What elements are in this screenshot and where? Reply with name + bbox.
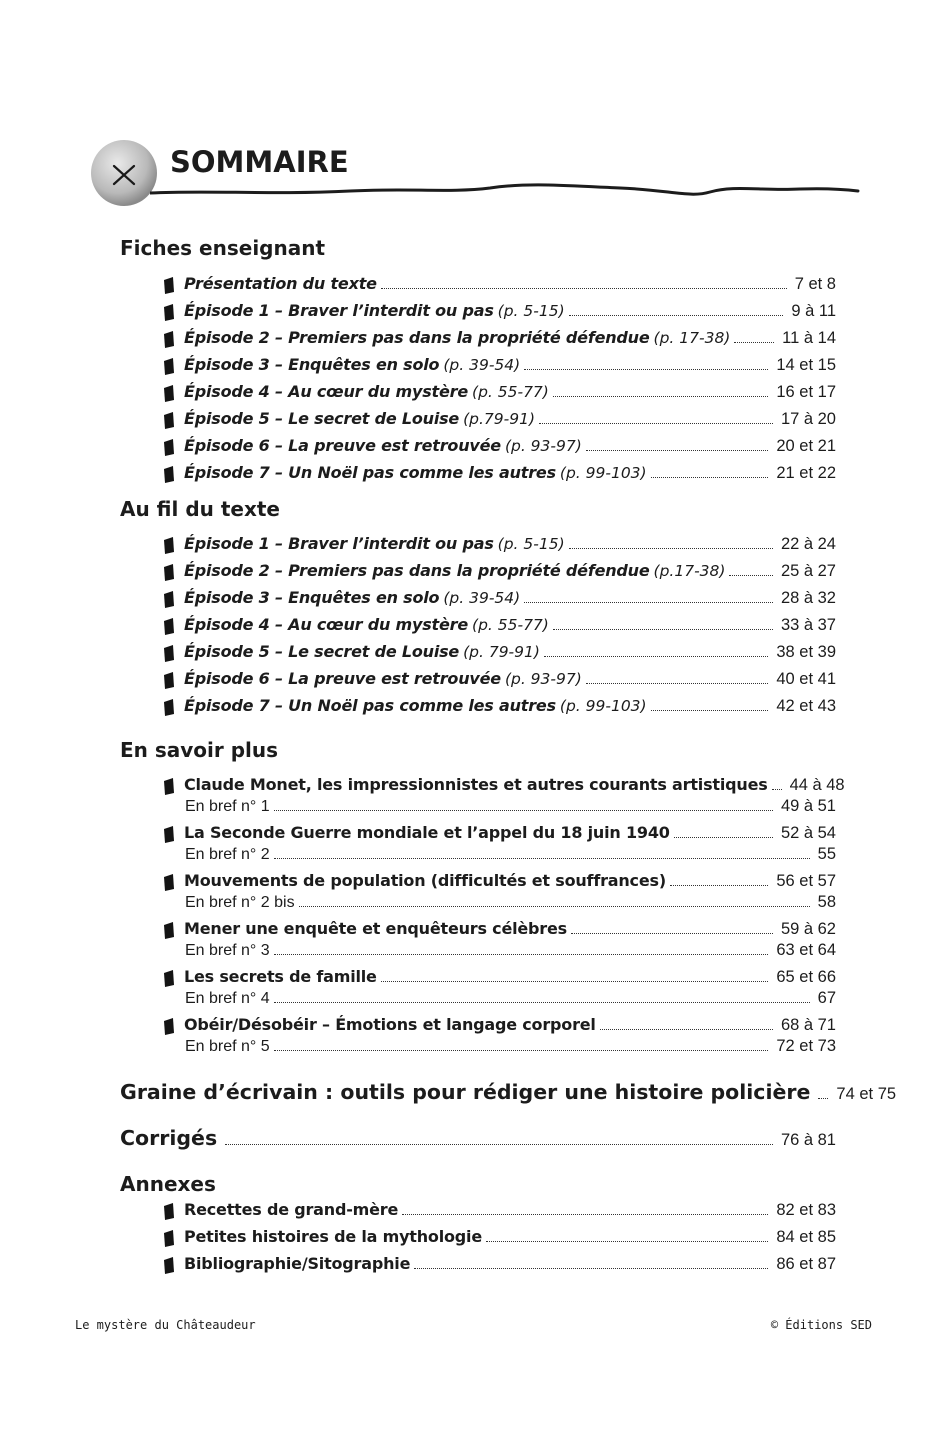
header-wavy-rule xyxy=(150,176,860,206)
dot-leader xyxy=(381,288,787,289)
toc-sub-label: En bref n° 2 bis xyxy=(185,894,295,911)
dot-leader xyxy=(486,1241,768,1242)
page-range: 20 et 21 xyxy=(776,437,836,455)
bookmark-bullet-icon xyxy=(162,826,175,843)
dot-leader xyxy=(225,1144,773,1145)
dot-leader xyxy=(524,369,768,370)
toc-label: Bibliographie/Sitographie xyxy=(184,1254,411,1273)
toc-entry xyxy=(162,436,836,458)
toc-page-ref: (p. 55-77) xyxy=(472,383,549,401)
toc-page-ref: (p. 39-54) xyxy=(443,589,521,607)
toc-entry xyxy=(162,1200,836,1222)
dot-leader xyxy=(729,575,773,576)
bookmark-bullet-icon xyxy=(162,331,175,348)
toc-label: Épisode 3 – Enquêtes en solo xyxy=(184,588,440,607)
toc-label: Épisode 6 – La preuve est retrouvée xyxy=(184,669,501,688)
toc-sub-label: En bref n° 2 xyxy=(185,846,270,863)
bookmark-bullet-icon xyxy=(162,277,175,294)
toc-sub-entry xyxy=(185,1037,836,1057)
page-range: 49 à 51 xyxy=(780,797,836,815)
bookmark-bullet-icon xyxy=(162,412,175,429)
bookmark-bullet-icon xyxy=(162,358,175,375)
dot-leader xyxy=(734,342,774,343)
bookmark-bullet-icon xyxy=(162,970,175,987)
toc-page-ref: (p. 55-77) xyxy=(472,616,549,634)
toc-label: Épisode 4 – Au cœur du mystère xyxy=(184,382,469,401)
bookmark-bullet-icon xyxy=(162,922,175,939)
toc-page-ref: (p. 17-38) xyxy=(653,329,731,347)
page-range: 16 et 17 xyxy=(776,383,836,401)
footer-book-title: Le mystère du Châteaudeur xyxy=(75,1318,256,1332)
bookmark-bullet-icon xyxy=(162,1203,175,1220)
bookmark-bullet-icon xyxy=(162,439,175,456)
toc-label: Épisode 3 – Enquêtes en solo xyxy=(184,355,440,374)
toc-label: Épisode 6 – La preuve est retrouvée xyxy=(184,436,501,455)
page-range: 52 à 54 xyxy=(780,824,836,842)
toc-entry xyxy=(162,274,836,296)
toc-entry xyxy=(162,1015,836,1037)
toc-page-ref: (p. 5-15) xyxy=(497,535,565,553)
dot-leader xyxy=(299,906,810,907)
section-title-annexes: Annexes xyxy=(120,1172,216,1196)
page-header xyxy=(0,0,945,220)
dot-leader xyxy=(670,885,768,886)
bookmark-bullet-icon xyxy=(162,591,175,608)
bookmark-bullet-icon xyxy=(162,1018,175,1035)
toc-page-ref: (p.17-38) xyxy=(653,562,726,580)
toc-label: Épisode 1 – Braver l’interdit ou pas xyxy=(184,301,494,320)
section-title-savoir: En savoir plus xyxy=(120,738,279,762)
toc-label: Épisode 4 – Au cœur du mystère xyxy=(184,615,469,634)
dot-leader xyxy=(569,548,773,549)
page-range: 11 à 14 xyxy=(782,329,836,347)
dot-leader xyxy=(274,1050,769,1051)
dot-leader xyxy=(539,423,773,424)
bookmark-bullet-icon xyxy=(162,645,175,662)
page-range: 33 à 37 xyxy=(780,616,836,634)
dot-leader xyxy=(818,1098,828,1099)
toc-label: Recettes de grand-mère xyxy=(184,1200,399,1219)
page-range: 21 et 22 xyxy=(776,464,836,482)
toc-label: Épisode 2 – Premiers pas dans la propriété défendue xyxy=(184,561,650,580)
page-range: 40 et 41 xyxy=(776,670,836,688)
toc-sub-label: En bref n° 4 xyxy=(185,990,270,1007)
page-range: 14 et 15 xyxy=(776,356,836,374)
dot-leader xyxy=(569,315,784,316)
bookmark-bullet-icon xyxy=(162,564,175,581)
toc-entry xyxy=(162,1227,836,1249)
section-title-fiches: Fiches enseignant xyxy=(120,236,326,260)
page-range: 42 et 43 xyxy=(776,697,836,715)
toc-sub-entry xyxy=(185,845,836,865)
toc-page-ref: (p.79-91) xyxy=(463,410,535,428)
toc-entry xyxy=(162,328,836,350)
page-range: 7 et 8 xyxy=(794,275,836,293)
page-range: 59 à 62 xyxy=(780,920,836,938)
toc-sub-entry xyxy=(185,941,836,961)
toc-entry xyxy=(162,967,836,989)
page-range: 56 et 57 xyxy=(776,872,836,890)
toc-label: Épisode 7 – Un Noël pas comme les autres xyxy=(184,463,556,482)
page-range: 44 à 48 xyxy=(789,776,845,794)
toc-sub-label: En bref n° 5 xyxy=(185,1038,270,1055)
toc-entry xyxy=(162,823,836,845)
dot-leader xyxy=(586,683,769,684)
toc-label: Épisode 7 – Un Noël pas comme les autres xyxy=(184,696,556,715)
toc-label: Mener une enquête et enquêteurs célèbres xyxy=(184,919,567,938)
section-title-fil: Au fil du texte xyxy=(120,497,280,521)
page-range: 25 à 27 xyxy=(780,562,836,580)
toc-sub-entry xyxy=(185,989,836,1009)
toc-page-ref: (p. 5-15) xyxy=(497,302,565,320)
toc-label: Obéir/Désobéir – Émotions et langage corporel xyxy=(184,1015,596,1034)
toc-entry xyxy=(162,669,836,691)
dot-leader xyxy=(586,450,769,451)
bookmark-bullet-icon xyxy=(162,672,175,689)
dot-leader xyxy=(274,1002,810,1003)
dot-leader xyxy=(544,656,768,657)
toc-entry xyxy=(162,561,836,583)
dot-leader xyxy=(524,602,773,603)
page-range: 17 à 20 xyxy=(780,410,836,428)
page-range: 86 et 87 xyxy=(776,1255,836,1273)
bookmark-bullet-icon xyxy=(162,1230,175,1247)
toc-entry xyxy=(162,463,836,485)
toc-entry xyxy=(162,382,836,404)
bookmark-bullet-icon xyxy=(162,874,175,891)
page-range: 22 à 24 xyxy=(780,535,836,553)
page-range: 65 et 66 xyxy=(776,968,836,986)
section-graine xyxy=(120,1080,897,1104)
page-title: SOMMAIRE xyxy=(170,145,349,179)
toc-label: Épisode 1 – Braver l’interdit ou pas xyxy=(184,534,494,553)
bookmark-bullet-icon xyxy=(162,618,175,635)
dot-leader xyxy=(553,629,773,630)
bookmark-bullet-icon xyxy=(162,304,175,321)
dot-leader xyxy=(651,477,769,478)
page-range: 28 à 32 xyxy=(780,589,836,607)
bookmark-bullet-icon xyxy=(162,466,175,483)
page-range: 55 xyxy=(817,845,836,863)
dot-leader xyxy=(402,1214,768,1215)
toc-entry xyxy=(162,534,836,556)
toc-sub-entry xyxy=(185,893,836,913)
bookmark-bullet-icon xyxy=(162,385,175,402)
toc-entry xyxy=(162,642,836,664)
page-range: 72 et 73 xyxy=(776,1037,836,1055)
dot-leader xyxy=(553,396,769,397)
page-range: 63 et 64 xyxy=(776,941,836,959)
toc-entry xyxy=(162,615,836,637)
page-range: 74 et 75 xyxy=(836,1085,897,1103)
toc-entry xyxy=(162,775,845,797)
bookmark-bullet-icon xyxy=(162,1257,175,1274)
dot-leader xyxy=(274,810,773,811)
section-title-corriges: Corrigés xyxy=(120,1126,218,1150)
page-range: 68 à 71 xyxy=(780,1016,836,1034)
page-range: 9 à 11 xyxy=(791,302,836,320)
toc-entry xyxy=(162,696,836,718)
section-title-graine: Graine d’écrivain : outils pour rédiger une histoire policière xyxy=(120,1080,811,1104)
toc-sub-label: En bref n° 3 xyxy=(185,942,270,959)
dot-leader xyxy=(674,837,773,838)
toc-label: Claude Monet, les impressionnistes et autres courants artistiques xyxy=(184,775,768,794)
toc-entry xyxy=(162,409,836,431)
close-x-icon xyxy=(90,139,158,207)
dot-leader xyxy=(772,789,782,790)
toc-label: Épisode 5 – Le secret de Louise xyxy=(184,642,460,661)
page-range: 67 xyxy=(817,989,836,1007)
section-corriges xyxy=(120,1126,836,1150)
toc-label: Épisode 5 – Le secret de Louise xyxy=(184,409,460,428)
bookmark-bullet-icon xyxy=(162,537,175,554)
toc-sub-label: En bref n° 1 xyxy=(185,798,270,815)
dot-leader xyxy=(274,858,810,859)
page-range: 58 xyxy=(817,893,836,911)
toc-page-ref: (p. 79-91) xyxy=(463,643,540,661)
toc-label: Présentation du texte xyxy=(184,274,377,293)
dot-leader xyxy=(414,1268,768,1269)
toc-page-ref: (p. 99-103) xyxy=(559,697,647,715)
dot-leader xyxy=(274,954,769,955)
page-range: 76 à 81 xyxy=(780,1131,836,1149)
page-range: 38 et 39 xyxy=(776,643,836,661)
bookmark-bullet-icon xyxy=(162,699,175,716)
toc-label: Épisode 2 – Premiers pas dans la propriété défendue xyxy=(184,328,650,347)
toc-label: Petites histoires de la mythologie xyxy=(184,1227,482,1246)
footer-copyright: © Éditions SED xyxy=(770,1318,872,1332)
toc-label: Les secrets de famille xyxy=(184,967,377,986)
toc-page-ref: (p. 99-103) xyxy=(559,464,647,482)
dot-leader xyxy=(651,710,769,711)
page-range: 84 et 85 xyxy=(776,1228,836,1246)
toc-entry xyxy=(162,588,836,610)
toc-entry xyxy=(162,919,836,941)
dot-leader xyxy=(381,981,769,982)
dot-leader xyxy=(600,1029,773,1030)
toc-entry xyxy=(162,1254,836,1276)
toc-sub-entry xyxy=(185,797,836,817)
toc-label: La Seconde Guerre mondiale et l’appel du 18 juin 1940 xyxy=(184,823,670,842)
dot-leader xyxy=(571,933,773,934)
page-range: 82 et 83 xyxy=(776,1201,836,1219)
toc-page-ref: (p. 93-97) xyxy=(504,437,582,455)
toc-entry xyxy=(162,871,836,893)
toc-entry xyxy=(162,355,836,377)
toc-page-ref: (p. 39-54) xyxy=(443,356,521,374)
toc-label: Mouvements de population (difficultés et souffrances) xyxy=(184,871,666,890)
toc-entry xyxy=(162,301,836,323)
bookmark-bullet-icon xyxy=(162,778,175,795)
toc-page-ref: (p. 93-97) xyxy=(504,670,582,688)
